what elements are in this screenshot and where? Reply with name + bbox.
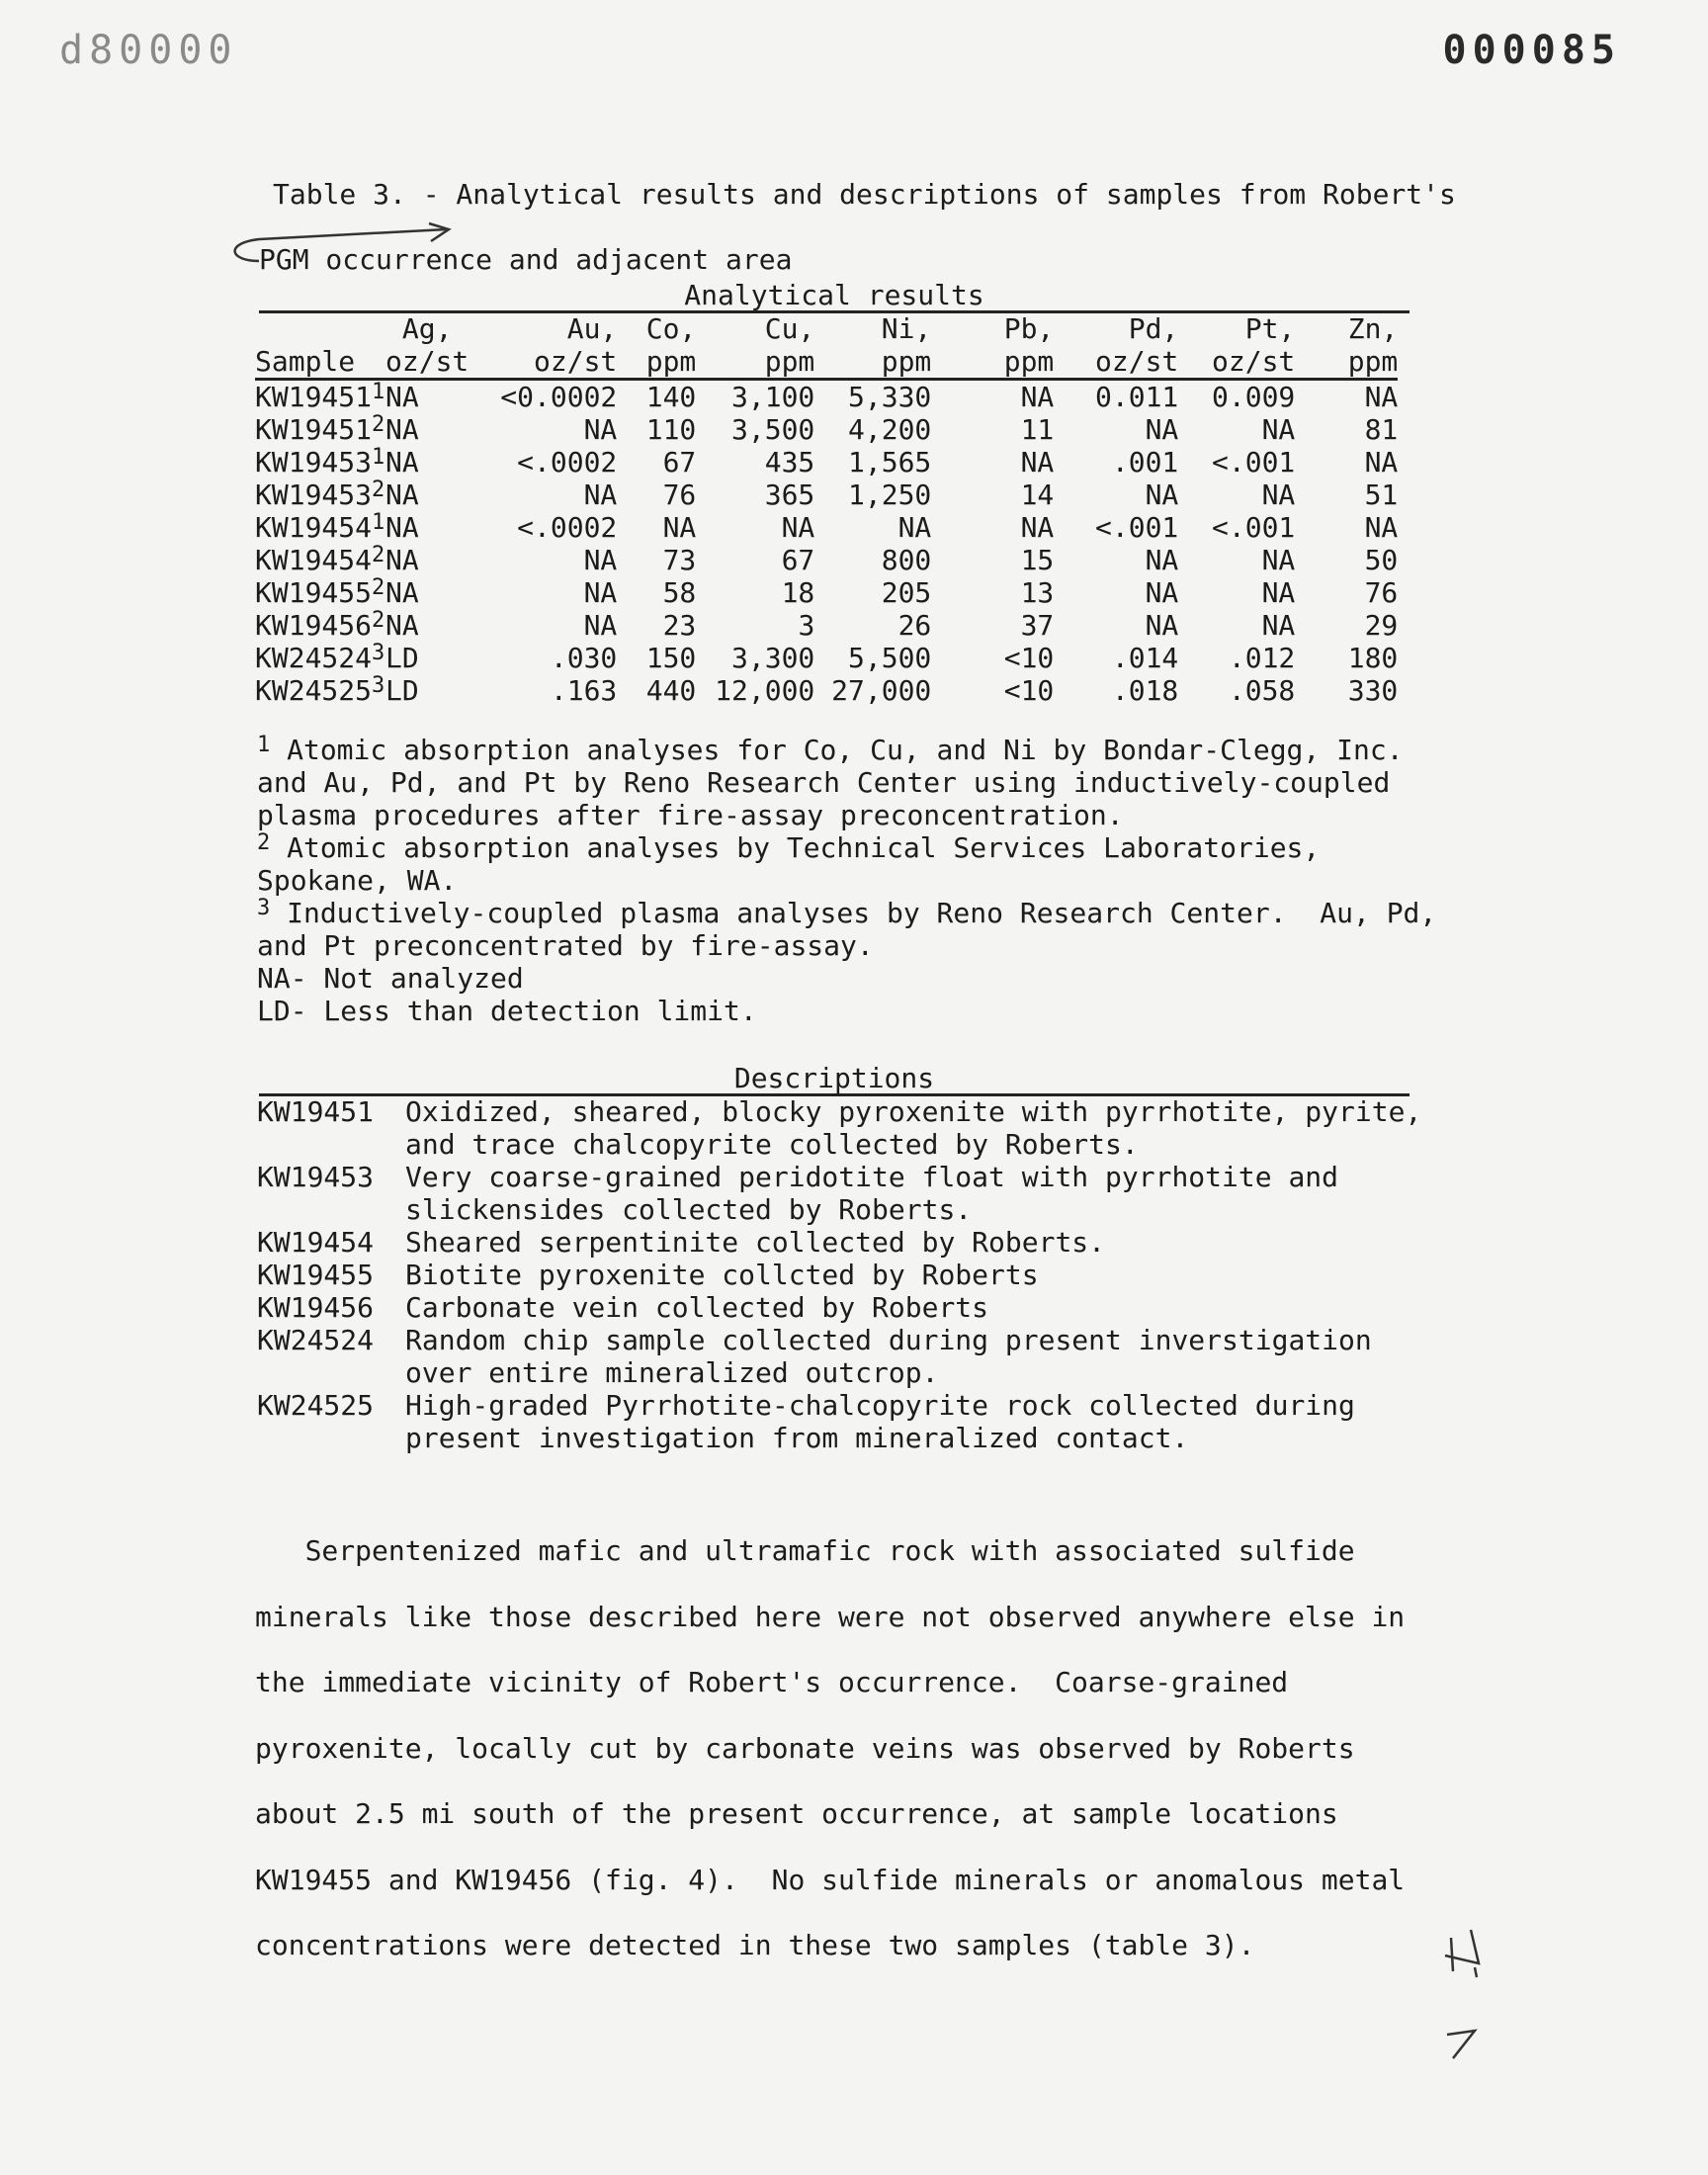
table-cell: NA: [1364, 446, 1399, 478]
header-cell: ppm: [931, 345, 1054, 380]
table-cell: NA: [1020, 511, 1055, 544]
table-cell: LD: [385, 642, 419, 674]
paragraph-line: concentrations were detected in these two samples (table 3).: [255, 1929, 1255, 1961]
table-cell: 800: [881, 544, 932, 576]
header-row-top: [255, 312, 1398, 345]
results-table: [255, 312, 1398, 707]
table-cell: 140: [645, 381, 697, 413]
table-cell: NA: [1364, 381, 1399, 413]
header-cell: ppm: [617, 345, 696, 380]
header-cell: Ni,: [881, 312, 932, 345]
table-cell: .058: [1228, 674, 1296, 707]
description-sample-id: KW19451: [257, 1095, 375, 1128]
table-cell: 23: [662, 609, 697, 642]
table-row: [255, 446, 1398, 478]
table-cell: 3,300: [731, 642, 815, 674]
table-cell: 3,100: [731, 381, 815, 413]
paragraph-line: the immediate vicinity of Robert's occurrence. Coarse-grained: [255, 1666, 1289, 1698]
description-row: [257, 1389, 1421, 1454]
abbrev-na: NA- Not analyzed: [257, 962, 524, 995]
table-cell: NA: [385, 381, 419, 413]
table-row: [255, 413, 1398, 446]
table-cell: .030: [550, 642, 618, 674]
description-row: [257, 1259, 1421, 1291]
table-row: [255, 609, 1398, 642]
table-cell: .014: [1111, 642, 1179, 674]
footnote-text: plasma procedures after fire-assay preconcentration.: [257, 799, 1124, 831]
table-cell: 76: [662, 478, 697, 511]
table-cell: NA: [385, 478, 419, 511]
header-cell: oz/st: [1178, 345, 1295, 380]
results-body: [255, 380, 1398, 708]
table-cell: NA: [1145, 609, 1179, 642]
table-cell: 29: [1364, 609, 1399, 642]
table-cell: 37: [1020, 609, 1055, 642]
header-cell: Au,: [566, 312, 618, 345]
footnote-text: and Au, Pd, and Pt by Reno Research Center using inductively-coupled: [257, 766, 1391, 799]
footnote-3: [257, 897, 1443, 929]
table-cell: NA: [583, 609, 618, 642]
table-cell: <.001: [1095, 511, 1179, 544]
description-sample-id: KW19454: [257, 1226, 375, 1259]
sample-cell: KW19453$^2$: [255, 478, 385, 511]
description-text: Sheared serpentinite collected by Roberts.: [405, 1226, 1106, 1259]
table-cell: NA: [1261, 544, 1296, 576]
table-cell: NA: [1364, 511, 1399, 544]
sample-cell: KW24524$^3$: [255, 641, 385, 674]
header-cell: oz/st: [469, 345, 617, 380]
table-cell: .001: [1111, 446, 1179, 478]
description-text: Biotite pyroxenite collcted by Roberts: [405, 1259, 1039, 1291]
table-cell: 58: [662, 576, 697, 609]
table-cell: 27,000: [831, 674, 932, 707]
header-cell: ppm: [1295, 345, 1398, 380]
footnotes: [257, 734, 1443, 1027]
sample-cell: KW19453$^1$: [255, 445, 385, 478]
description-text: Random chip sample collected during present inverstigation over entire mineralized outcrop.: [405, 1324, 1372, 1389]
description-row: [257, 1291, 1421, 1324]
descriptions-caption: Descriptions: [733, 1062, 935, 1094]
header-cell: oz/st: [385, 345, 470, 378]
table-cell: NA: [385, 544, 419, 576]
table-cell: NA: [1261, 576, 1296, 609]
table-cell: NA: [583, 544, 618, 576]
table-cell: 1,565: [848, 446, 932, 478]
table-cell: NA: [897, 511, 932, 544]
sample-cell: KW19456$^2$: [255, 608, 385, 642]
footnote-text: Atomic absorption analyses for Co, Cu, and Ni by Bondar-Clegg, Inc.: [270, 734, 1404, 766]
description-row: [257, 1226, 1421, 1259]
table-cell: NA: [1020, 446, 1055, 478]
table-cell: 0.009: [1212, 381, 1296, 413]
table-cell: 51: [1364, 478, 1399, 511]
table-cell: .012: [1228, 642, 1296, 674]
sample-cell: KW24525$^3$: [255, 673, 385, 707]
paragraph-line: about 2.5 mi south of the present occurrence, at sample locations: [255, 1797, 1338, 1830]
description-text: Oxidized, sheared, blocky pyroxenite with pyrrhotite, pyrite, and trace chalcopyrite collected by Roberts.: [405, 1095, 1422, 1161]
table-cell: NA: [583, 576, 618, 609]
description-sample-id: KW19455: [257, 1259, 375, 1291]
table-cell: 3: [798, 609, 815, 642]
footnote-marker: 3: [257, 896, 271, 920]
table-cell: <0.0002: [500, 381, 618, 413]
table-cell: 67: [781, 544, 815, 576]
footnote-text: Spokane, WA.: [257, 864, 458, 897]
footnote-2: [257, 831, 1443, 864]
header-cell: Pt,: [1244, 312, 1296, 345]
table-cell: 18: [781, 576, 815, 609]
table-cell: NA: [1020, 381, 1055, 413]
table-cell: 205: [881, 576, 932, 609]
paragraph-line: pyroxenite, locally cut by carbonate veins was observed by Roberts: [255, 1731, 1355, 1765]
table-cell: 1,250: [848, 478, 932, 511]
description-sample-id: KW19456: [257, 1291, 375, 1324]
footnote-text: Atomic absorption analyses by Technical Services Laboratories,: [270, 831, 1321, 864]
table-cell: 81: [1364, 413, 1399, 446]
sample-cell: KW19451$^1$: [255, 380, 385, 413]
table-cell: 5,500: [848, 642, 932, 674]
table-cell: 11: [1020, 413, 1055, 446]
header-cell: Zn,: [1347, 312, 1399, 345]
sample-cell: KW19454$^1$: [255, 510, 385, 544]
table-cell: 15: [1020, 544, 1055, 576]
abbrev-ld: LD- Less than detection limit.: [257, 995, 757, 1027]
page-number-left: d80000: [59, 28, 238, 73]
handwritten-mark-icon: [1431, 1928, 1500, 2066]
paragraph-line: KW19455 and KW19456 (fig. 4). No sulfide minerals or anomalous metal: [255, 1863, 1406, 1896]
sample-cell: KW19454$^2$: [255, 543, 385, 576]
table-cell: NA: [1145, 478, 1179, 511]
table-cell: <.001: [1212, 511, 1296, 544]
header-cell: ppm: [696, 345, 814, 380]
descriptions-body: [257, 1095, 1421, 1454]
table-cell: 12,000: [715, 674, 815, 707]
table-row: [255, 511, 1398, 544]
table-cell: NA: [385, 446, 419, 478]
body-paragraph: [255, 1519, 1405, 1979]
table-title-line2: PGM occurrence and adjacent area: [259, 243, 793, 276]
header-cell: Co,: [645, 312, 697, 345]
description-text: Very coarse-grained peridotite float with pyrrhotite and slickensides collected by Roberts.: [405, 1161, 1339, 1226]
descriptions-table: [257, 1095, 1421, 1454]
results-caption: Analytical results: [684, 279, 984, 311]
header-cell: Pd,: [1128, 312, 1179, 345]
description-row: [257, 1161, 1421, 1226]
table-cell: 73: [662, 544, 697, 576]
table-cell: <.0002: [517, 446, 618, 478]
table-cell: 330: [1347, 674, 1399, 707]
table-cell: NA: [583, 478, 618, 511]
page-number-right: 000085: [1442, 28, 1621, 73]
table-cell: LD: [385, 674, 419, 707]
table-row: [255, 380, 1398, 414]
table-cell: NA: [385, 413, 419, 446]
table-cell: NA: [1261, 478, 1296, 511]
table-cell: NA: [1145, 413, 1179, 446]
footnote-marker: 1: [257, 733, 271, 757]
footnote-1: [257, 734, 1443, 766]
description-text: Carbonate vein collected by Roberts: [405, 1291, 989, 1324]
table-cell: <.001: [1212, 446, 1296, 478]
table-cell: 50: [1364, 544, 1399, 576]
table-cell: 3,500: [731, 413, 815, 446]
table-cell: NA: [1261, 609, 1296, 642]
table-cell: <10: [1003, 642, 1055, 674]
table-cell: 5,330: [848, 381, 932, 413]
table-cell: 26: [897, 609, 932, 642]
footnote-text: Inductively-coupled plasma analyses by Reno Research Center. Au, Pd,: [270, 897, 1437, 929]
description-row: [257, 1095, 1421, 1161]
table-row: [255, 544, 1398, 576]
paragraph-line: Serpentenized mafic and ultramafic rock with associated sulfide: [255, 1534, 1355, 1567]
table-cell: 67: [662, 446, 697, 478]
table-cell: 440: [645, 674, 697, 707]
header-cell: Pb,: [1003, 312, 1055, 345]
table-cell: <.0002: [517, 511, 618, 544]
header-cell: Cu,: [764, 312, 815, 345]
table-cell: 110: [645, 413, 697, 446]
table-cell: <10: [1003, 674, 1055, 707]
description-row: [257, 1324, 1421, 1389]
sample-cell: KW19455$^2$: [255, 575, 385, 609]
table-cell: 14: [1020, 478, 1055, 511]
table-cell: 76: [1364, 576, 1399, 609]
table-cell: NA: [385, 511, 419, 544]
header-cell: Sample: [255, 345, 385, 380]
table-cell: .163: [550, 674, 618, 707]
sample-cell: KW19451$^2$: [255, 412, 385, 446]
footnote-text: and Pt preconcentrated by fire-assay.: [257, 929, 874, 962]
description-text: High-graded Pyrrhotite-chalcopyrite rock collected during present investigation from mineralized contact.: [405, 1389, 1355, 1454]
table-row: [255, 576, 1398, 609]
header-row-bottom: [255, 345, 1398, 380]
table-row: [255, 674, 1398, 707]
description-sample-id: KW19453: [257, 1161, 375, 1193]
table-cell: NA: [1145, 544, 1179, 576]
description-sample-id: KW24524: [257, 1324, 375, 1356]
table-cell: NA: [1145, 576, 1179, 609]
header-cell: ppm: [814, 345, 931, 380]
table-cell: 180: [1347, 642, 1399, 674]
table-title: Table 3. - Analytical results and descriptions of samples from Robert's: [273, 178, 1456, 211]
table-cell: 435: [764, 446, 815, 478]
header-cell: [255, 312, 385, 345]
table-cell: 365: [764, 478, 815, 511]
table-cell: 4,200: [848, 413, 932, 446]
table-row: [255, 478, 1398, 511]
table-cell: 0.011: [1095, 381, 1179, 413]
table-cell: NA: [781, 511, 815, 544]
header-cell: Ag,: [401, 312, 453, 345]
table-cell: NA: [385, 576, 419, 609]
header-cell: oz/st: [1054, 345, 1178, 380]
table-cell: .018: [1111, 674, 1179, 707]
table-cell: 150: [645, 642, 697, 674]
table-cell: NA: [662, 511, 697, 544]
footnote-marker: 2: [257, 830, 271, 855]
table-cell: NA: [1261, 413, 1296, 446]
description-sample-id: KW24525: [257, 1389, 375, 1422]
table-row: [255, 642, 1398, 674]
table-cell: NA: [583, 413, 618, 446]
table-cell: 13: [1020, 576, 1055, 609]
table-cell: NA: [385, 609, 419, 642]
paragraph-line: minerals like those described here were not observed anywhere else in: [255, 1600, 1406, 1633]
